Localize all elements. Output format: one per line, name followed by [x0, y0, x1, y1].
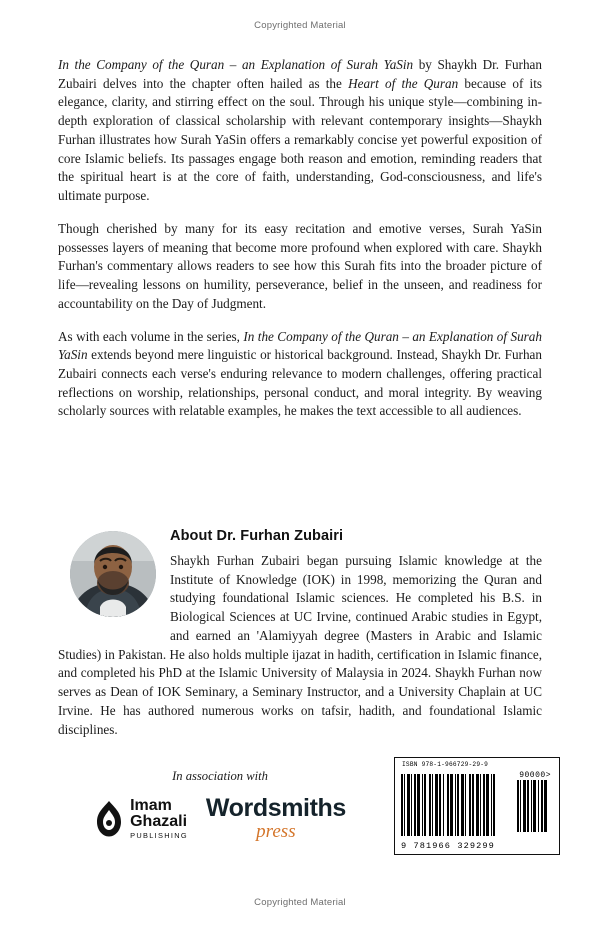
association-block	[90, 769, 350, 841]
book-title-italic-1: In the Company of the Quran – an Explanation of Surah YaSin	[58, 57, 414, 72]
blurb-paragraph-1	[58, 56, 542, 206]
price-code-text: 90000>	[519, 771, 551, 780]
blurb-paragraph-2: Though cherished by many for its easy recitation and emotive verses, Surah YaSin possesses layers of meaning that become more profound when explored with care. Shaykh Furhan's commentary allows readers to see how this Surah fits into the broader picture of life—revealing lessons on humility, perseverance, belief in the unseen, and readiness for accountability on the Day of Judgment.	[58, 220, 542, 311]
wordsmiths-press-logo	[206, 796, 346, 841]
association-label: In association with	[172, 769, 268, 783]
book-title-italic-2: In the Company of the Quran – an Explanation of Surah YaSin	[58, 328, 542, 363]
blurb-para3-text-b: extends beyond mere linguistic or historical background. Instead, Shaykh Dr. Furhan Zubairi connects each verse's enduring relevance to modern challenges, offering practical reflections on worship, relationships, personal conduct, and moral integrity. By weaving scholarly sources with relatable examples, he makes the text accessible to all audiences.	[58, 347, 542, 419]
copyright-watermark-top: Copyrighted Material	[254, 20, 346, 31]
about-author-text: Shaykh Furhan Zubairi began pursuing Islamic knowledge at the Institute of Knowledge (IOK) in 1998, memorizing the Quran and studying foundational Islamic sciences. He completed his B.S. in Biological Sciences at UC Irvine, continued Arabic studies in Egypt, and earned an 'Alamiyyah degree (Masters in Arabic and Islamic Studies) in Pakistan. He also holds multiple ijazat in hadith, certification in Islamic finance, and completed his PhD at the Islamic University of Malaysia in 2024. Shaykh Furhan now serves as Dean of IOK Seminary, a Seminary Instructor, and a University Chaplain at UC Irvine. He has authored numerous works on tafsir, hadith, and foundational Islamic disciplines.	[58, 553, 542, 737]
about-heading: About Dr. Furhan Zubairi	[170, 528, 344, 544]
isbn-number-text: ISBN 978-1-966729-29-9	[402, 761, 489, 768]
barcode-bars-main	[401, 774, 513, 836]
ean-digits-text: 9 781966 329299	[401, 841, 495, 851]
imam-ghazali-wordmark	[130, 798, 188, 839]
isbn-barcode	[394, 757, 560, 855]
blurb-section	[58, 56, 542, 431]
footer-section	[0, 761, 600, 881]
blurb-para1-text-b: because of its elegance, clarity, and stirring effect on the soul. Through his unique style—combining in-depth exploration of classical scholarship with relevant contemporary insights—Shaykh Furhan illustrates how Surah YaSin offers a remarkably concise yet powerful exposition of core Islamic beliefs. Its passages engage both reason and emotion, reminding readers that the spiritual heart is at the core of faith, understanding, God-consciousness, and life's ultimate purpose.	[58, 75, 542, 204]
imam-ghazali-line-1: Imam	[130, 796, 172, 814]
blurb-para1-text-a: by Shaykh Dr. Furhan Zubairi delves into the chapter often hailed as the	[58, 57, 542, 91]
press-wordmark: press	[256, 821, 296, 842]
barcode-bars-addon	[517, 780, 551, 832]
copyright-watermark-bottom: Copyrighted Material	[254, 897, 346, 908]
publisher-logos-row	[90, 796, 350, 841]
blurb-para3-text-a: As with each volume in the series,	[58, 328, 244, 344]
heart-of-quran-italic: Heart of the Quran	[348, 75, 459, 91]
blurb-paragraph-3	[58, 328, 542, 422]
wordsmiths-wordmark: Wordsmiths	[205, 794, 346, 822]
imam-ghazali-line-2: Ghazali	[130, 812, 188, 830]
author-avatar	[70, 531, 156, 617]
imam-ghazali-line-3: PUBLISHING	[130, 830, 188, 840]
flame-emblem-icon	[94, 800, 124, 838]
imam-ghazali-publishing-logo	[94, 798, 188, 839]
about-author-section	[58, 528, 542, 739]
